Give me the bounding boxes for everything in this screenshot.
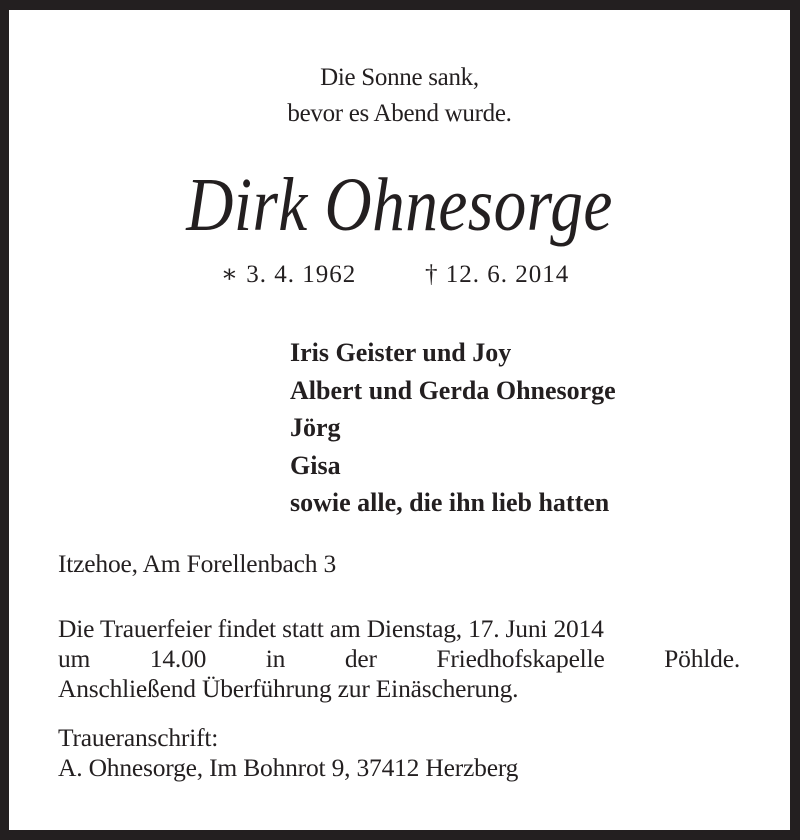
location: Itzehoe, Am Forellenbach 3 bbox=[58, 549, 337, 578]
funeral-line-1: Die Trauerfeier findet statt am Dienstag, 17. Juni 2014 bbox=[58, 614, 604, 643]
death-date: † 12. 6. 2014 bbox=[425, 261, 570, 288]
funeral-line-2: um 14.00 in der Friedhofskapelle Pöhlde. bbox=[58, 644, 740, 673]
obituary-notice bbox=[9, 10, 790, 830]
address-label: Traueranschrift: bbox=[58, 723, 219, 752]
mourner: Gisa bbox=[290, 450, 341, 480]
mourner: Albert und Gerda Ohnesorge bbox=[290, 375, 616, 405]
birth-date: ∗ 3. 4. 1962 bbox=[221, 261, 357, 288]
mourning-address: A. Ohnesorge, Im Bohnrot 9, 37412 Herzberg bbox=[58, 753, 519, 782]
mourner: sowie alle, die ihn lieb hatten bbox=[290, 488, 610, 517]
mourners-list bbox=[290, 334, 616, 522]
motto-line-1: Die Sonne sank, bbox=[320, 64, 479, 91]
mourner: Iris Geister und Joy bbox=[290, 338, 512, 367]
mourner: Jörg bbox=[290, 413, 341, 442]
funeral-line-3: Anschließend Überführung zur Einäscherung. bbox=[58, 674, 519, 703]
deceased-name: Dirk Ohnesorge bbox=[186, 163, 613, 247]
motto-line-2: bevor es Abend wurde. bbox=[287, 100, 512, 127]
